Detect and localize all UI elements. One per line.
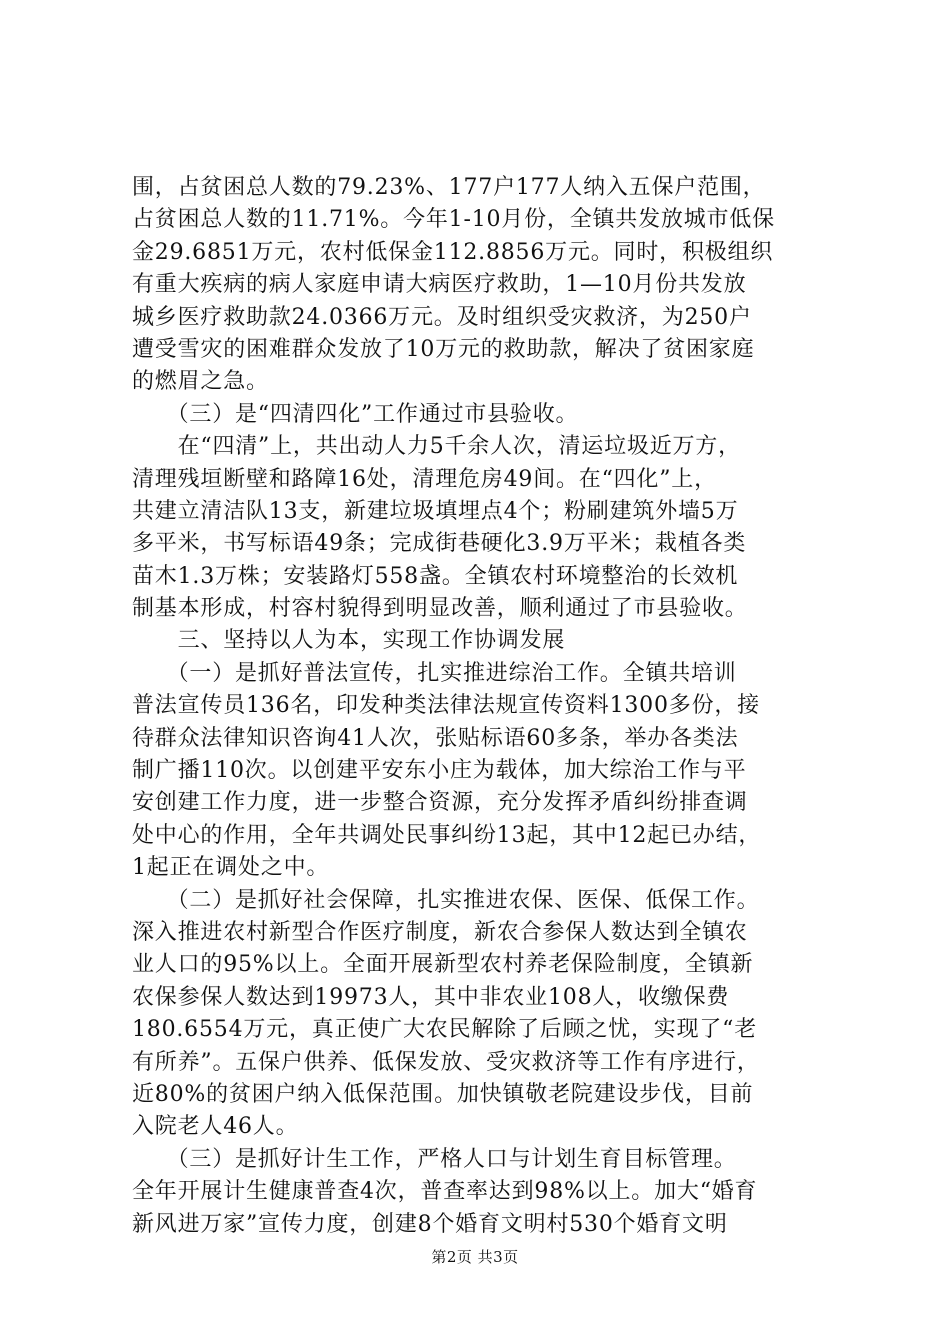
text-line: 待群众法律知识咨询41人次，张贴标语60多条，举办各类法 xyxy=(132,725,739,751)
text-line: （三）是“四清四化”工作通过市县验收。 xyxy=(132,401,579,427)
text-line: 占贫困总人数的11.71%。今年1-10月份，全镇共发放城市低保 xyxy=(132,207,775,233)
text-line: 农保参保人数达到19973人，其中非农业108人，收缴保费 xyxy=(132,984,730,1010)
text-line: 处中心的作用，全年共调处民事纠纷13起，其中12起已办结， xyxy=(132,822,762,848)
page-footer: 第2页 共3页 xyxy=(431,1248,519,1266)
text-line: 围，占贫困总人数的79.23%、177户177人纳入五保户范围， xyxy=(132,175,766,200)
text-line: 城乡医疗救助款24.0366万元。及时组织受灾救济，为250户 xyxy=(132,304,752,330)
text-line: 全年开展计生健康普查4次，普查率达到98%以上。加大“婚育 xyxy=(132,1179,758,1205)
text-line: （三）是抓好计生工作，严格人口与计划生育目标管理。 xyxy=(132,1146,737,1172)
text-line: 入院老人46人。 xyxy=(132,1114,299,1140)
text-line: 1起正在调处之中。 xyxy=(132,855,330,881)
text-line: （一）是抓好普法宣传，扎实推进综治工作。全镇共培训 xyxy=(132,660,737,686)
text-line: 有所养”。五保户供养、低保发放、受灾救济等工作有序进行， xyxy=(132,1049,760,1075)
text-line: 多平米，书写标语49条；完成街巷硬化3.9万平米；栽植各类 xyxy=(132,531,747,557)
text-line: 普法宣传员136名，印发种类法律法规宣传资料1300多份，接 xyxy=(132,693,760,719)
text-line: 业人口的95%以上。全面开展新型农村养老保险制度，全镇新 xyxy=(132,952,754,978)
text-line: 的燃眉之急。 xyxy=(132,369,269,395)
text-line: 深入推进农村新型合作医疗制度，新农合参保人数达到全镇农 xyxy=(132,919,748,945)
text-line: 安创建工作力度，进一步整合资源，充分发挥矛盾纠纷排查调 xyxy=(132,790,748,816)
text-line: （二）是抓好社会保障，扎实推进农保、医保、低保工作。 xyxy=(132,887,760,913)
text-line: 制基本形成，村容村貌得到明显改善，顺利通过了市县验收。 xyxy=(132,596,748,622)
text-line: 金29.6851万元，农村低保金112.8856万元。同时，积极组织 xyxy=(132,239,774,265)
text-line: 共建立清洁队13支，新建垃圾填埋点4个；粉刷建筑外墙5万 xyxy=(132,498,739,524)
text-line: 遭受雪灾的困难群众发放了10万元的救助款，解决了贫困家庭 xyxy=(132,336,755,362)
text-line: 新风进万家”宣传力度，创建8个婚育文明村530个婚育文明 xyxy=(132,1211,728,1237)
text-line: 在“四清”上，共出动人力5千余人次，清运垃圾近万方， xyxy=(132,434,741,460)
document-body xyxy=(132,172,832,1241)
text-line: 清理残垣断壁和路障16处，清理危房49间。在“四化”上， xyxy=(132,466,717,492)
text-line: 三、坚持以人为本，实现工作协调发展 xyxy=(132,628,566,654)
text-line: 有重大疾病的病人家庭申请大病医疗救助，1—10月份共发放 xyxy=(132,272,747,298)
text-line: 近80%的贫困户纳入低保范围。加快镇敬老院建设步伐，目前 xyxy=(132,1081,754,1107)
text-line: 制广播110次。以创建平安东小庄为载体，加大综治工作与平 xyxy=(132,758,747,784)
text-line: 180.6554万元，真正使广大农民解除了后顾之忧，实现了“老 xyxy=(132,1017,758,1043)
text-line: 苗木1.3万株；安装路灯558盏。全镇农村环境整治的长效机 xyxy=(132,563,739,589)
